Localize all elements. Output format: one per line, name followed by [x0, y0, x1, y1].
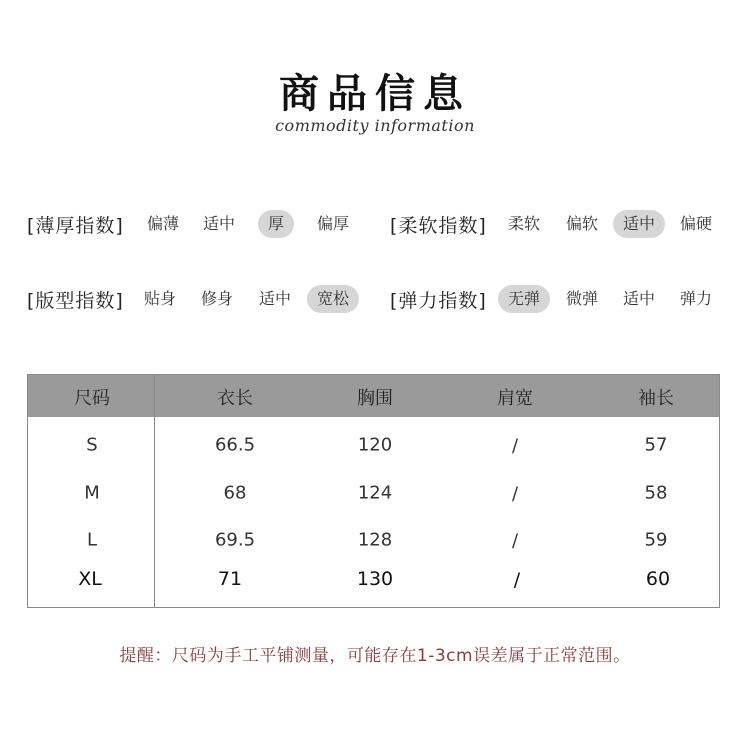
table-row-s-sleeve: 57 [644, 434, 668, 456]
elasticity-index-label: [弹力指数] [390, 289, 487, 312]
header-shoulder: 肩宽 [497, 388, 533, 409]
elasticity-option-medium: 适中 [622, 289, 656, 308]
table-row-m-length: 68 [223, 482, 247, 504]
elasticity-index [390, 285, 720, 313]
header-chest: 胸围 [357, 388, 393, 409]
table-row-m-chest: 124 [357, 482, 393, 504]
elasticity-option-none: 无弹 [498, 285, 550, 313]
thickness-index [27, 210, 357, 238]
table-row-xl-sleeve: 60 [645, 568, 671, 590]
table-row-l-length: 69.5 [214, 529, 256, 551]
size-table [27, 374, 720, 608]
table-row-l-size: L [86, 529, 98, 551]
softness-option-medium: 适中 [613, 210, 665, 238]
measurement-note: 提醒：尺码为手工平铺测量，可能存在1-3cm误差属于正常范围。 [119, 646, 631, 666]
header-length: 衣长 [217, 388, 253, 409]
table-row-l-sleeve: 59 [644, 529, 668, 551]
thickness-option-medium: 适中 [202, 214, 236, 233]
size-table-divider [154, 375, 155, 607]
softness-index [390, 210, 720, 238]
header-sleeve: 袖长 [638, 388, 674, 409]
elasticity-option-slight: 微弹 [565, 289, 599, 308]
fit-index-label: [版型指数] [27, 289, 124, 312]
page-title: 商品信息 [279, 71, 471, 117]
fit-index [27, 285, 357, 313]
table-row-xl-size: XL [78, 568, 102, 590]
softness-index-label: [柔软指数] [390, 214, 487, 237]
fit-option-tight: 贴身 [143, 289, 177, 308]
fit-option-regular: 适中 [258, 289, 292, 308]
table-row-s-length: 66.5 [214, 434, 256, 456]
table-row-xl-shoulder: / [513, 569, 521, 591]
thickness-option-thick: 厚 [258, 210, 294, 238]
header-size: 尺码 [74, 388, 110, 409]
thickness-index-label: [薄厚指数] [27, 214, 124, 237]
table-row-m-size: M [84, 482, 100, 504]
thickness-option-thin: 偏薄 [146, 214, 180, 233]
table-row-s-chest: 120 [357, 434, 393, 456]
thickness-option-thicker: 偏厚 [316, 214, 350, 233]
table-row-l-chest: 128 [357, 529, 393, 551]
table-row-xl-chest: 130 [356, 568, 394, 590]
table-row-s-size: S [86, 434, 98, 456]
fit-option-slim: 修身 [200, 289, 234, 308]
fit-option-loose: 宽松 [307, 285, 359, 313]
softness-option-soft: 柔软 [507, 214, 541, 233]
softness-option-hard: 偏硬 [679, 214, 713, 233]
table-row-xl-length: 71 [217, 568, 243, 590]
page-subtitle: commodity information [275, 116, 475, 135]
table-row-s-shoulder: / [511, 435, 519, 457]
table-row-l-shoulder: / [511, 530, 519, 552]
elasticity-option-stretch: 弹力 [679, 289, 713, 308]
table-row-m-sleeve: 58 [644, 482, 668, 504]
table-row-m-shoulder: / [511, 483, 519, 505]
softness-option-slightly-soft: 偏软 [565, 214, 599, 233]
